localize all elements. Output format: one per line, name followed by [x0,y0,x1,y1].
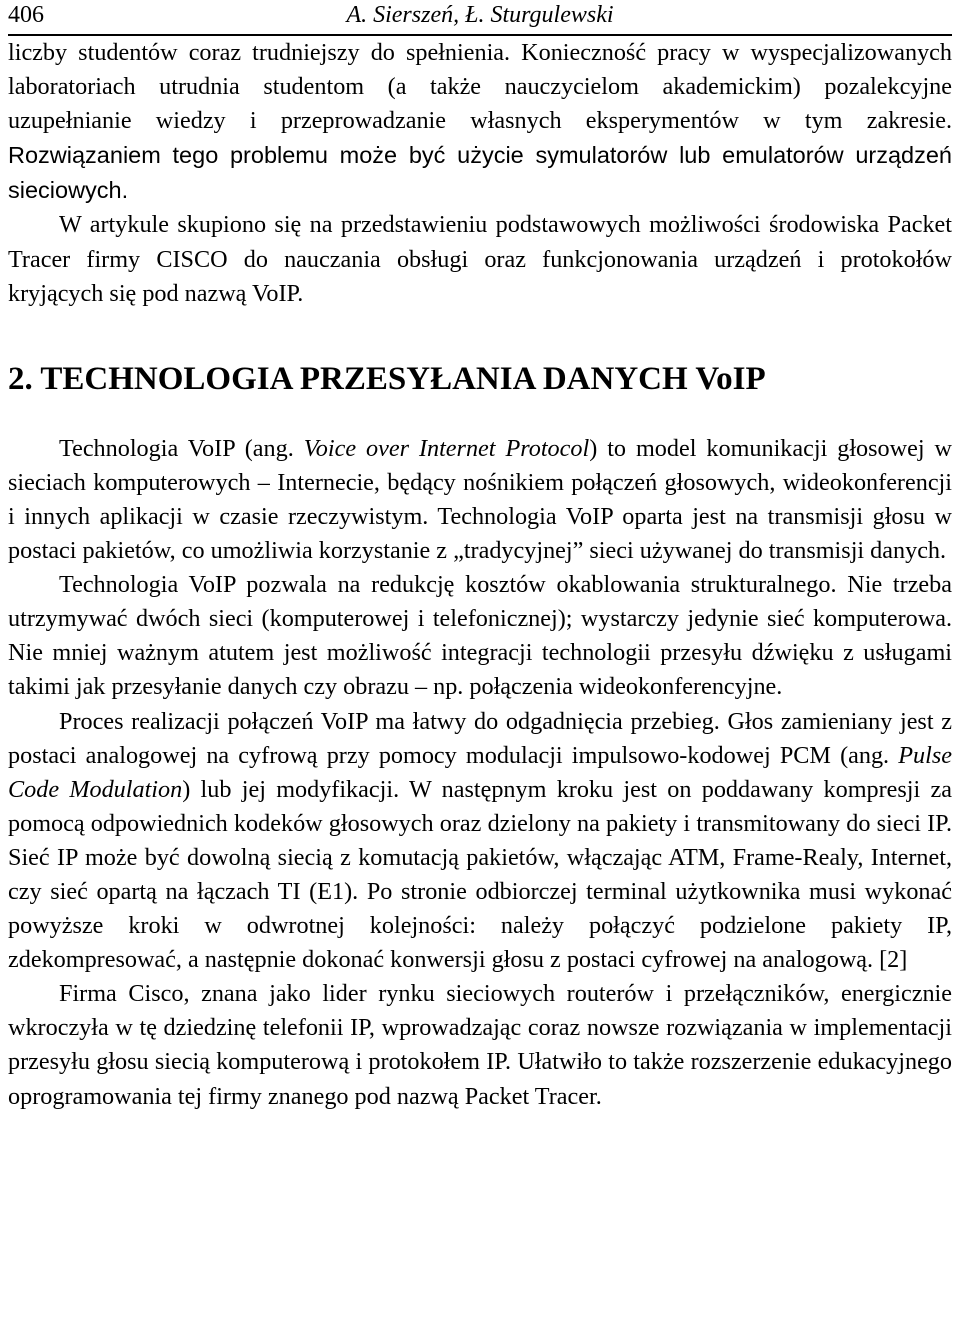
paragraph-6: Firma Cisco, znana jako lider rynku sieciowych routerów i przełączników, energicznie wkroczyła w tę dziedzinę telefonii IP, wprowadzając coraz nowsze rozwiązania w implementacji przesyłu głosu siecią komputerową i protokołem IP. Ułatwiło to także rozszerzenie edukacyjnego oprogramowania tej firmy znanego pod nazwą Packet Tracer. [8,980,952,1110]
paragraph-5-text-b: ) lub jej modyfikacji. W następnym kroku jest on poddawany kompresji za pomocą odpowiednich kodeków głosowych oraz dzielony na pakiety i transmitowany do sieci IP. Sieć IP może być dowolną siecią z komutacją pakietów, włączając ATM, Frame-Realy, Internet, czy sieć opartą na łączach TI (E1). Po stronie odbiorczej terminal użytkownika musi wykonać powyższe kroki w odwrotnej kolejności: należy połączyć podzielone pakiety IP, zdekompresować, a następnie dokonać konwersji głosu z postaci cyfrowej na analogową. [2] [8,775,952,974]
paragraph-3-text-a: Technologia VoIP (ang. [59,434,304,462]
paragraph-1-text: liczby studentów coraz trudniejszy do spełnienia. Konieczność pracy w wyspecjalizowanych laboratoriach utrudnia studentom (a także nauczycielom akademickim) pozalekcyjne uzupełnianie wiedzy i przeprowadzanie własnych eksperymentów w tym zakresie. [8,39,952,135]
paragraph-3 [8,432,952,568]
paragraph-3-text-b: ) to model komunikacji głosowej w sieciach komputerowych – Internecie, będący nośnikiem połączeń głosowych, wideokonferencji i innych aplikacji w czasie rzeczywistym. Technologia VoIP oparta jest na transmisji głosu w postaci pakietów, co umożliwia korzystanie z „tradycyjnej” sieci używanej do transmisji danych. [8,434,952,565]
paragraph-5-term: Pulse Code Modulation [8,741,952,803]
paragraph-3-term: Voice over Internet Protocol [303,434,590,462]
section-heading: 2. TECHNOLOGIA PRZESYŁANIA DANYCH VoIP [8,360,766,397]
document-body [8,36,952,1114]
running-header [8,0,952,36]
paragraph-5-text-a: Proces realizacji połączeń VoIP ma łatwy do odgadnięcia przebieg. Głos zamieniany jest z postaci analogowej na cyfrową przy pomocy modulacji impulsowo-kodowej PCM (ang. [8,707,952,769]
paragraph-1-sans-text: Rozwiązaniem tego problemu może być użycie symulatorów lub emulatorów urządzeń sieciowych. [8,142,952,204]
paragraph-1 [8,36,952,208]
paragraph-4: Technologia VoIP pozwala na redukcję kosztów okablowania strukturalnego. Nie trzeba utrzymywać dwóch sieci (komputerowej i telefonicznej); wystarczy jedynie sieć komputerowa. Nie mniej ważnym atutem jest możliwość integracji technologii przesyłu dźwięku z usługami takimi jak przesyłanie danych czy obrazu – np. połączenia wideokonferencyjne. [8,571,952,701]
page-number: 406 [8,2,44,28]
running-header-authors: A. Sierszeń, Ł. Sturgulewski [346,2,614,28]
paragraph-2: W artykule skupiono się na przedstawieniu podstawowych możliwości środowiska Packet Tracer firmy CISCO do nauczania obsługi oraz funkcjonowania urządzeń i protokołów kryjących się pod nazwą VoIP. [8,211,952,307]
paragraph-5 [8,705,952,978]
